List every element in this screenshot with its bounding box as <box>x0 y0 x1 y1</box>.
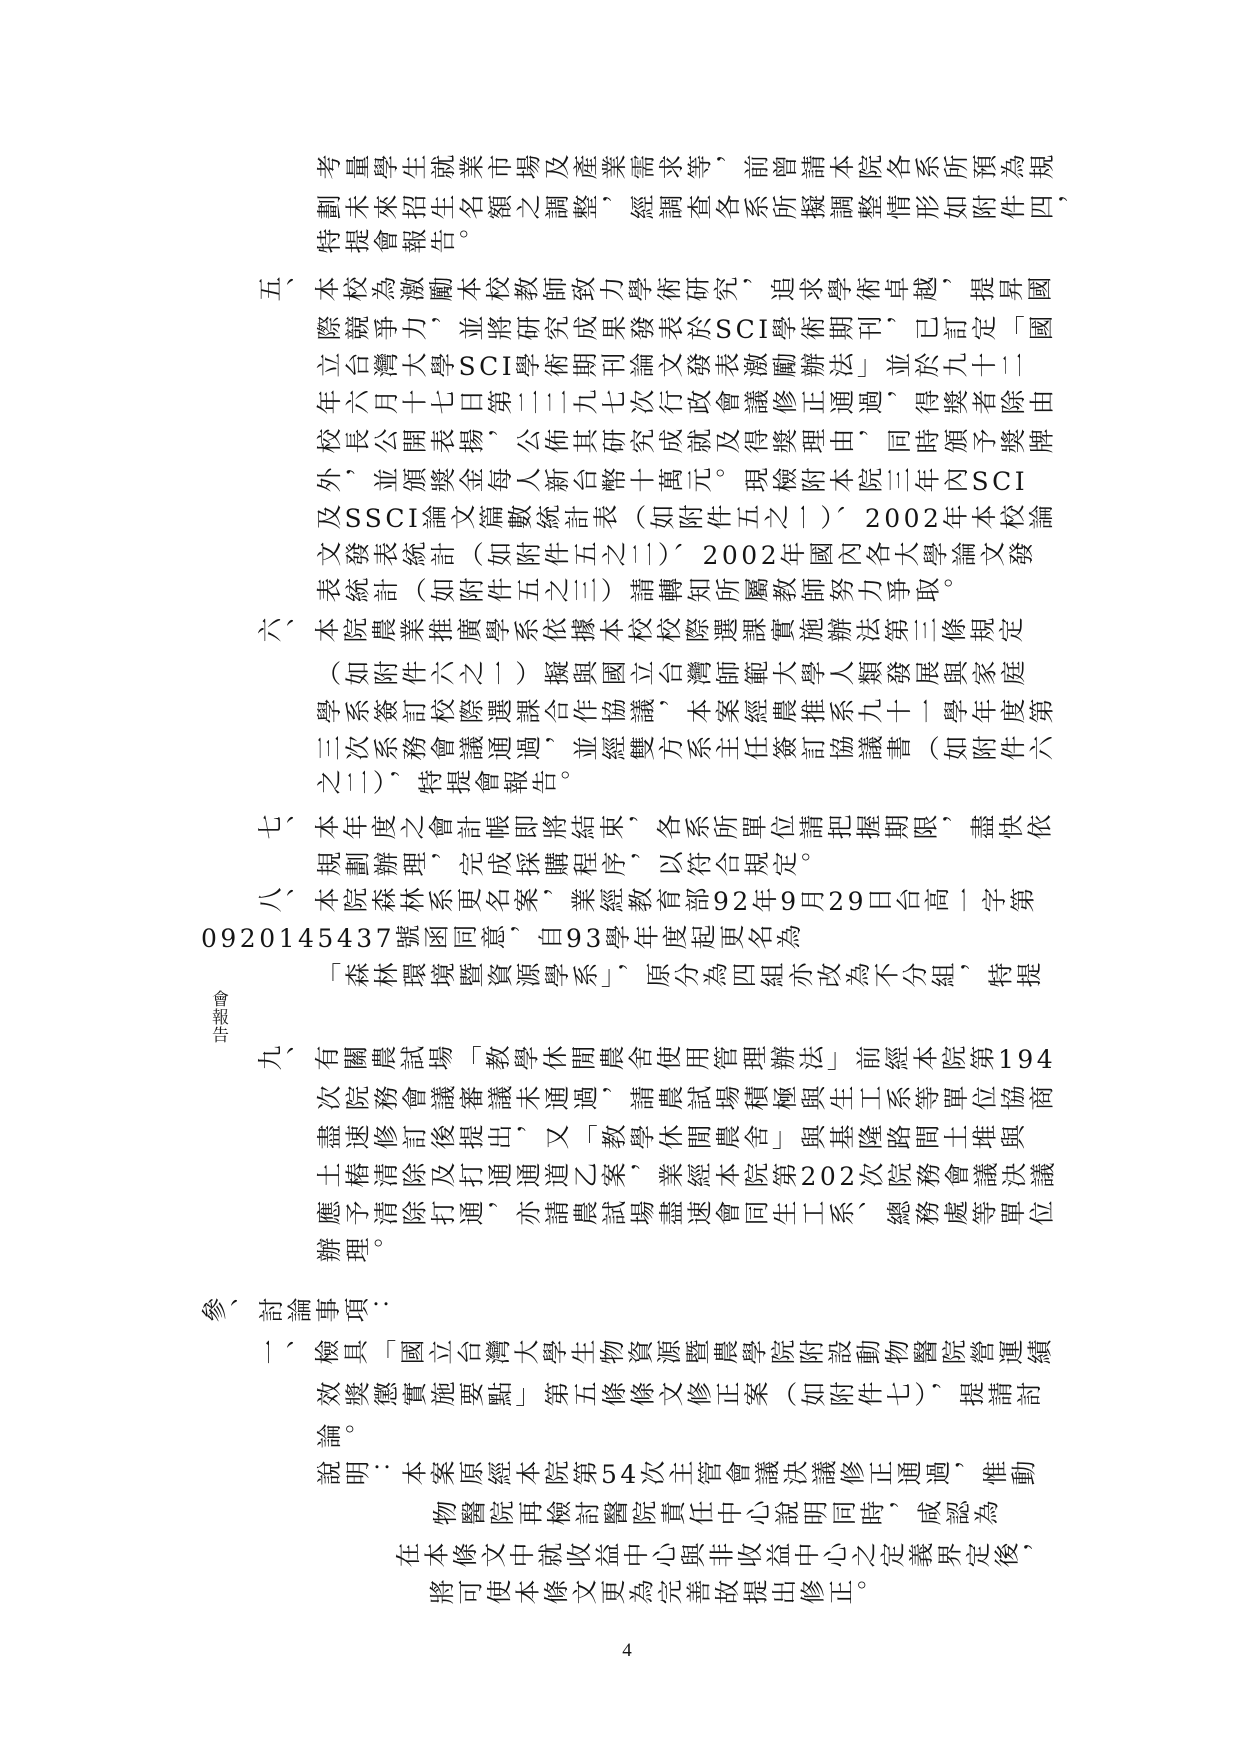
line-text: 效獎懲實施要點」第五條條文修正案（如附件七），提請討 <box>316 1381 1045 1410</box>
line-text: 盡速修訂後提出，又「教學休閒農舍」與基隆路間土堆與 <box>316 1124 1029 1153</box>
paragraph-line <box>316 735 1140 765</box>
line-text: 際競爭力，並將研究成果發表於SCI學術期刊，已訂定「國 <box>316 315 1057 344</box>
explanation-line <box>429 1579 1140 1609</box>
line-text: 特提會報告。 <box>316 228 487 257</box>
line-text: 文發表統計（如附件五之二）、2002年國內各大學論文發 <box>316 541 1037 570</box>
line-text: 說明：本案原經本院第54次主管會議決議修正通過，惟動 <box>316 1460 1039 1489</box>
paragraph-line <box>316 698 1140 728</box>
paragraph-line <box>316 1124 1140 1154</box>
paragraph-line <box>316 1237 1140 1267</box>
item-six-first-line <box>257 617 1140 647</box>
line-text: 之二），特提會報告。 <box>316 769 589 798</box>
paragraph-line <box>316 1162 1140 1192</box>
paragraph-line <box>316 541 1140 571</box>
paragraph-line <box>316 154 1140 184</box>
item-five-first-line <box>257 276 1140 306</box>
explanation-first-line <box>316 1460 1140 1490</box>
vertical-text-fragment: 會報告 <box>208 990 228 1044</box>
line-text: 校長公開表揚，公佈其研究成就及得獎理由，同時頒予獎牌 <box>316 428 1057 457</box>
paragraph-line <box>316 1200 1140 1230</box>
paragraph-line <box>316 660 1140 690</box>
paragraph-line <box>316 1423 1140 1453</box>
line-text: 外，並頒獎金每人新台幣十萬元。現檢附本院三年內SCI <box>316 467 1029 496</box>
paragraph-line <box>316 194 1140 224</box>
page-number: 4 <box>622 1640 632 1661</box>
line-text: 八、本院森林系更名案，業經教育部92年9月29日台高一字第 <box>257 887 1039 916</box>
paragraph-line <box>316 389 1140 419</box>
line-text: （如附件六之一）擬與國立台灣師範大學人類發展與家庭 <box>316 660 1029 689</box>
line-text: 0920145437號函同意，自93學年度起更名為 <box>201 924 805 953</box>
line-text: 規劃辦理，完成採購程序，以符合規定。 <box>316 851 829 880</box>
line-text: 「森林環境暨資源學系」，原分為四組亦改為不分組，特提 <box>316 962 1045 991</box>
line-text: 九、有關農試場「教學休閒農舍使用管理辦法」前經本院第194 <box>257 1045 1057 1074</box>
line-text: 立台灣大學SCI學術期刊論文發表激勵辦法」並於九十二 <box>316 352 1029 381</box>
line-text: 參、討論事項： <box>201 1297 401 1326</box>
line-text: 物醫院再檢討醫院責任中心說明同時，咸認為 <box>432 1500 1002 1529</box>
paragraph-line <box>316 315 1140 345</box>
paragraph-line <box>316 962 1140 992</box>
line-text: 劃未來招生名額之調整，經調查各系所擬調整情形如附件四， <box>316 194 1086 223</box>
line-text: 次院務會議審議未通過，請農試場積極與生工系等單位協商 <box>316 1085 1057 1114</box>
paragraph-line <box>316 577 1140 607</box>
line-text: 學系簽訂校際選課合作協議，本案經農推系九十一學年度第 <box>316 698 1057 727</box>
line-text: 七、本年度之會計帳即將結束，各系所單位請把握期限，盡快依 <box>257 814 1055 843</box>
line-text: 三次系務會議通過，並經雙方系主任簽訂協議書（如附件六 <box>316 735 1057 764</box>
line-text: 在本條文中就收益中心與非收益中心之定義界定後， <box>395 1542 1051 1571</box>
line-text: 六、本院農業推廣學系依據本校校際選課實施辦法第三條規定 <box>257 617 1027 646</box>
paragraph-line <box>316 504 1140 534</box>
paragraph-line <box>316 1085 1140 1115</box>
line-text: 土樁清除及打通通道乙案，業經本院第202次院務會議決議 <box>316 1162 1059 1191</box>
item-eight-first-line <box>257 887 1140 917</box>
explanation-line <box>432 1500 1140 1530</box>
paragraph-line <box>316 228 1140 258</box>
item-nine-first-line <box>257 1045 1140 1075</box>
line-text: 考量學生就業市場及產業需求等，前曾請本院各系所預為規 <box>316 154 1057 183</box>
section-heading <box>201 1297 1140 1327</box>
line-text: 五、本校為激勵本校教師致力學術研究，追求學術卓越，提昇國 <box>257 276 1055 305</box>
paragraph-line <box>316 428 1140 458</box>
line-text: 應予清除打通，亦請農試場盡速會同生工系、總務處等單位 <box>316 1200 1057 1229</box>
line-text: 表統計（如附件五之三）請轉知所屬教師努力爭取。 <box>316 577 972 606</box>
paragraph-line <box>316 352 1140 382</box>
explanation-line <box>395 1542 1140 1572</box>
paragraph-line <box>316 1381 1140 1411</box>
line-text: 年六月十七日第二二九七次行政會議修正通過，得獎者除由 <box>316 389 1057 418</box>
line-text: 辦理。 <box>316 1237 402 1266</box>
paragraph-line <box>316 851 1140 881</box>
paragraph-line <box>201 924 1140 954</box>
line-text: 及SSCI論文篇數統計表（如附件五之一）、2002年本校論 <box>316 504 1057 533</box>
paragraph-line <box>316 467 1140 497</box>
discussion-item-one-first-line <box>257 1339 1140 1369</box>
line-text: 一、檢具「國立台灣大學生物資源暨農學院附設動物醫院營運績 <box>257 1339 1055 1368</box>
line-text: 將可使本條文更為完善故提出修正。 <box>429 1579 885 1608</box>
line-text: 論。 <box>316 1423 373 1452</box>
paragraph-line <box>316 769 1140 799</box>
item-seven-first-line <box>257 814 1140 844</box>
